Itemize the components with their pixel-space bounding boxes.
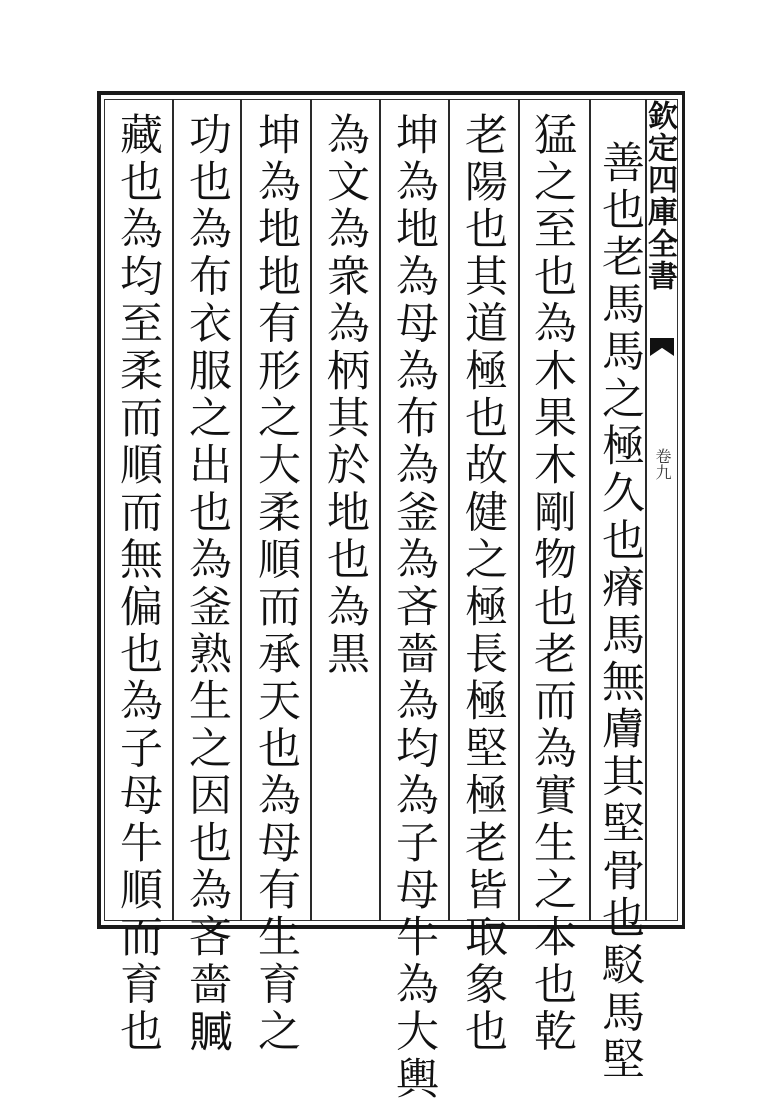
text-column: 善也老馬馬之極久也瘠馬無膚其堅骨也駁馬堅 bbox=[595, 140, 645, 1084]
column-rule bbox=[172, 99, 174, 921]
column-rule bbox=[448, 99, 450, 921]
text-column: 坤為地地有形之大柔順而承天也為母有生育之 bbox=[251, 112, 301, 1056]
column-rule bbox=[379, 99, 381, 921]
book-title: 欽定四庫全書 bbox=[642, 100, 677, 292]
volume-label: 卷九 bbox=[653, 448, 672, 480]
column-rule bbox=[589, 99, 591, 921]
column-rule bbox=[240, 99, 242, 921]
text-column: 為文為衆為柄其於地也為黒 bbox=[320, 112, 370, 679]
column-rule bbox=[518, 99, 520, 921]
text-column: 猛之至也為木果木剛物也老而為實生之本也乾 bbox=[527, 112, 577, 1056]
column-rule bbox=[310, 99, 312, 921]
text-column: 功也為布衣服之出也為釜熟生之因也為吝嗇𧷢 bbox=[182, 112, 232, 1056]
text-column: 老陽也其道極也故健之極長極堅極老皆取象也 bbox=[458, 112, 508, 1056]
text-column: 藏也為均至柔而順而無偏也為子母牛順而育也 bbox=[113, 112, 163, 1056]
text-column: 坤為地為母為布為釜為吝嗇為均為子母牛為大輿 bbox=[389, 112, 439, 1103]
